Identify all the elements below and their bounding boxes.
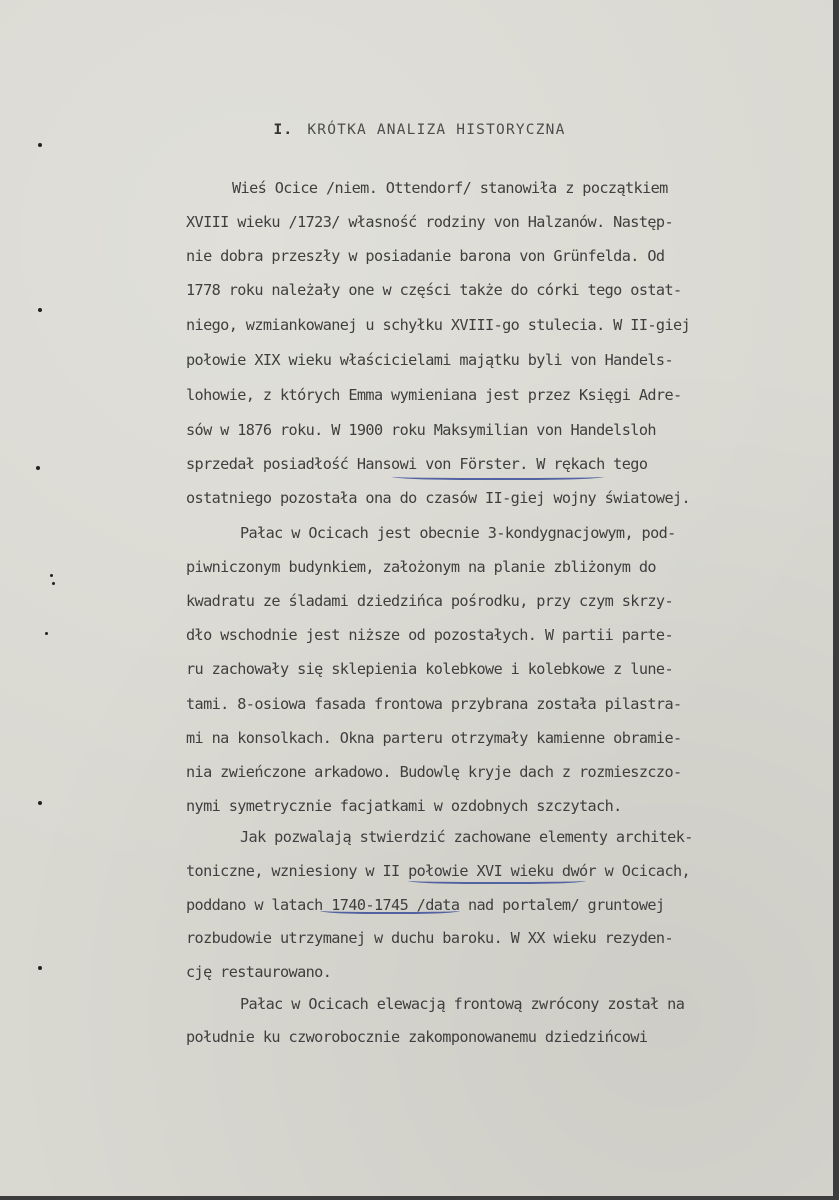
text-line: sów w 1876 roku. W 1900 roku Maksymilian von Handelsloh bbox=[186, 421, 656, 439]
scan-speck bbox=[50, 574, 53, 577]
text-line: toniczne, wzniesiony w II połowie XVI wieku dwór w Ocicach, bbox=[186, 862, 691, 880]
text-line: ru zachowały się sklepienia kolebkowe i kolebkowe z lune- bbox=[186, 660, 673, 678]
text-line: nia zwieńczone arkadowo. Budowlę kryje dach z rozmieszczo- bbox=[186, 763, 682, 781]
pen-underline bbox=[408, 876, 586, 884]
text-line: sprzedał posiadłość Hansowi von Förster. W rękach tego bbox=[186, 455, 648, 473]
text-line: cję restaurowano. bbox=[186, 963, 332, 981]
text-line: tami. 8-osiowa fasada frontowa przybrana została pilastra- bbox=[186, 695, 682, 713]
scan-speck bbox=[38, 966, 42, 970]
text-line: lohowie, z których Emma wymieniana jest przez Księgi Adre- bbox=[186, 386, 682, 404]
text-line: połowie XIX wieku właścicielami majątku byli von Handels- bbox=[186, 351, 673, 369]
scan-speck bbox=[38, 801, 42, 805]
text-line: 1778 roku należały one w części także do córki tego ostat- bbox=[186, 281, 682, 299]
text-line: ostatniego pozostała ona do czasów II-giej wojny światowej. bbox=[186, 489, 691, 507]
section-number: I. bbox=[273, 122, 294, 138]
scan-speck bbox=[38, 143, 42, 147]
scan-speck bbox=[36, 466, 40, 470]
text-line: Wieś Ocice /niem. Ottendorf/ stanowiła z początkiem bbox=[232, 179, 668, 197]
text-line: niego, wzmiankowanej u schyłku XVIII-go stulecia. W II-giej bbox=[186, 316, 691, 334]
text-line: piwniczonym budynkiem, założonym na planie zbliżonym do bbox=[186, 558, 656, 576]
text-line: kwadratu ze śladami dziedzińca pośrodku, przy czym skrzy- bbox=[186, 592, 673, 610]
text-line: Jak pozwalają stwierdzić zachowane elementy architek- bbox=[240, 828, 693, 846]
text-line: dło wschodnie jest niższe od pozostałych. W partii parte- bbox=[186, 626, 673, 644]
text-line: nymi symetrycznie facjatkami w ozdobnych szczytach. bbox=[186, 797, 622, 815]
text-line: XVIII wieku /1723/ własność rodziny von Halzanów. Następ- bbox=[186, 213, 673, 231]
text-line: rozbudowie utrzymanej w duchu baroku. W XX wieku rezyden- bbox=[186, 929, 673, 947]
pen-underline bbox=[392, 472, 604, 480]
text-line: Pałac w Ocicach jest obecnie 3-kondygnacjowym, pod- bbox=[240, 524, 676, 542]
scan-speck bbox=[38, 308, 42, 312]
scan-border-bottom bbox=[0, 1196, 839, 1200]
scan-border-right bbox=[833, 0, 839, 1200]
text-line: Pałac w Ocicach elewacją frontową zwrócony został na bbox=[240, 995, 685, 1013]
scan-speck bbox=[45, 632, 48, 635]
pen-underline bbox=[320, 906, 460, 914]
section-heading bbox=[0, 122, 839, 138]
text-line: południe ku czworobocznie zakomponowanemu dziedzińcowi bbox=[186, 1028, 648, 1046]
scan-speck bbox=[52, 582, 55, 585]
text-line: poddano w latach 1740-1745 /data nad portalem/ gruntowej bbox=[186, 896, 665, 914]
text-line: mi na konsolkach. Okna parteru otrzymały kamienne obramie- bbox=[186, 729, 682, 747]
section-title: KRÓTKA ANALIZA HISTORYCZNA bbox=[307, 122, 566, 138]
text-line: nie dobra przeszły w posiadanie barona von Grünfelda. Od bbox=[186, 247, 665, 265]
